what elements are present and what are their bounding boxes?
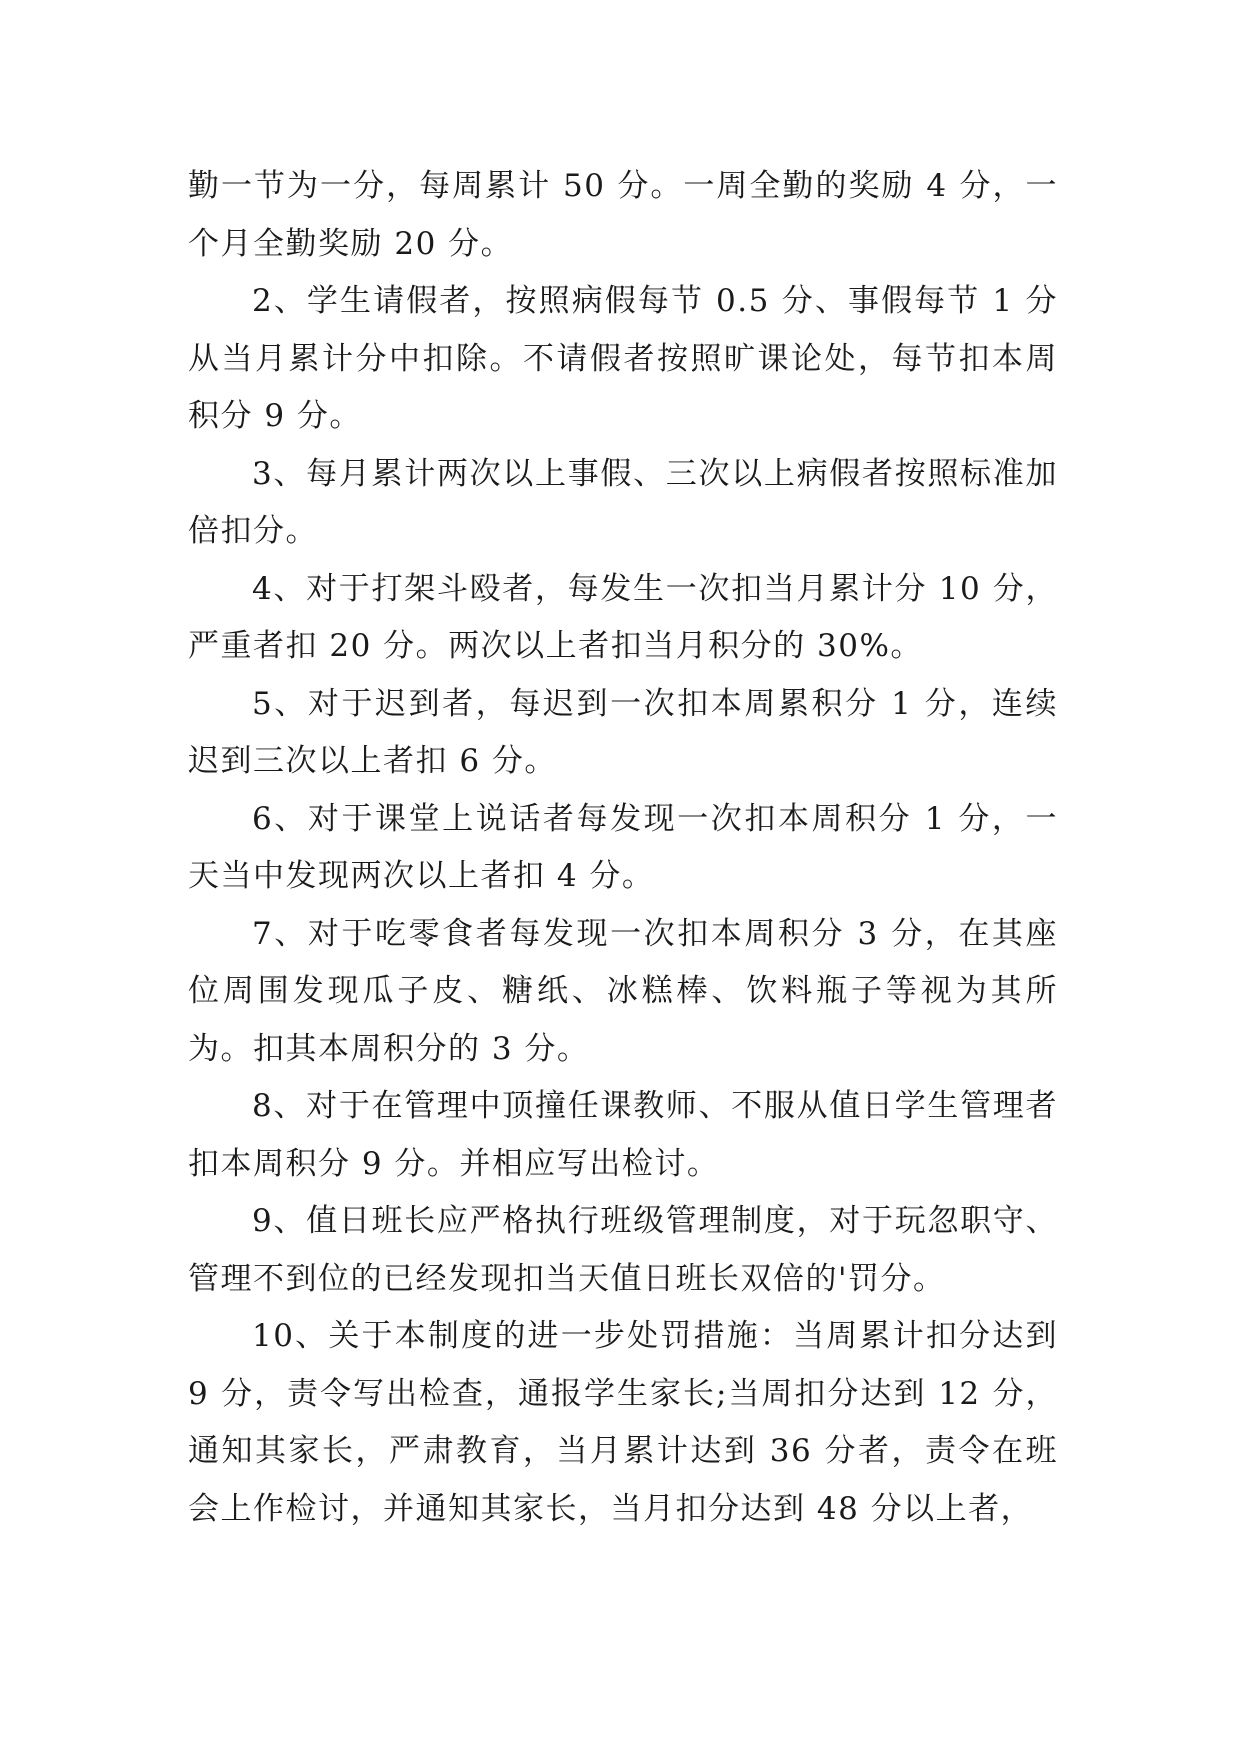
- paragraph-rule-6: 6、对于课堂上说话者每发现一次扣本周积分 1 分，一天当中发现两次以上者扣 4 分。: [188, 800, 1058, 894]
- paragraph-rule-10: 10、关于本制度的进一步处罚措施：当周累计扣分达到 9 分，责令写出检查，通报学生家长;当周扣分达到 12 分，通知其家长，严肃教育，当月累计达到 36 分者，责令在班会上作检讨，并通知其家长，当月扣分达到 48 分以上者，: [188, 1318, 1058, 1527]
- paragraph-rule-5: 5、对于迟到者，每迟到一次扣本周累积分 1 分，连续迟到三次以上者扣 6 分。: [188, 685, 1058, 779]
- paragraph-rule-9: 9、值日班长应严格执行班级管理制度，对于玩忽职守、管理不到位的已经发现扣当天值日班长双倍的'罚分。: [188, 1203, 1058, 1297]
- paragraph-rule-3: 3、每月累计两次以上事假、三次以上病假者按照标准加倍扣分。: [188, 455, 1058, 549]
- paragraph-rule-7: 7、对于吃零食者每发现一次扣本周积分 3 分，在其座位周围发现瓜子皮、糖纸、冰糕棒、饮料瓶子等视为其所为。扣其本周积分的 3 分。: [188, 915, 1058, 1067]
- paragraph-attendance-continued: 勤一节为一分，每周累计 50 分。一周全勤的奖励 4 分，一个月全勤奖励 20 分。: [188, 168, 1058, 262]
- paragraph-rule-4: 4、对于打架斗殴者，每发生一次扣当月累计分 10 分，严重者扣 20 分。两次以上者扣当月积分的 30%。: [188, 570, 1058, 664]
- document-body: [188, 158, 1058, 1538]
- paragraph-rule-8: 8、对于在管理中顶撞任课教师、不服从值日学生管理者扣本周积分 9 分。并相应写出检讨。: [188, 1088, 1058, 1182]
- paragraph-rule-2: 2、学生请假者，按照病假每节 0.5 分、事假每节 1 分从当月累计分中扣除。不请假者按照旷课论处，每节扣本周积分 9 分。: [188, 283, 1058, 434]
